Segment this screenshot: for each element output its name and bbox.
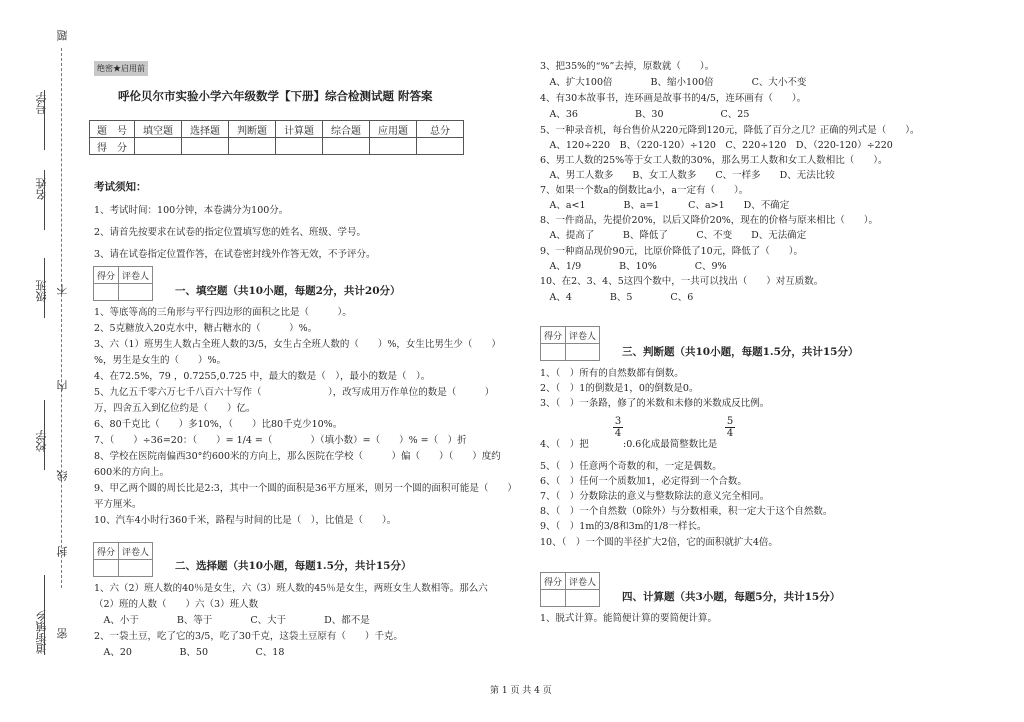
fill-question: 2、5克糖放入20克水中，糖占糖水的（ ）%。 <box>94 323 318 334</box>
stamp-score-cell[interactable] <box>541 344 566 361</box>
choice-options: A、a<1 B、a=1 C、a>1 D、不确定 <box>540 200 790 211</box>
fill-question: 10、汽车4小时行360千米，路程与时间的比是（ ），比值是（ ）。 <box>94 515 397 526</box>
binding-label-xian: 线 <box>56 470 69 481</box>
section-1-title: 一、填空题（共10小题，每题2分，共计20分） <box>175 285 401 297</box>
judge-question: 6、（ ）任何一个质数加1，必定得到一个合数。 <box>540 476 747 487</box>
binding-label-bu: 不 <box>56 284 69 295</box>
score-table <box>89 120 464 155</box>
binding-label-xingming: 名姓 <box>35 178 48 200</box>
notice-item: 3、请在试卷指定位置作答，在试卷密封线外作答无效，不予评分。 <box>94 249 376 260</box>
score-table-header-row <box>90 121 464 138</box>
choice-options: A、男工人数多 B、女工人数多 C、一样多 D、无法比较 <box>540 170 835 181</box>
section-2-title: 二、选择题（共10小题，每题1.5分，共计15分） <box>175 560 412 572</box>
stamp-score-label: 得分 <box>94 543 119 560</box>
stamp-score-cell[interactable] <box>541 590 566 607</box>
xuehao-underline <box>44 90 45 150</box>
fraction-numerator: 5 <box>726 416 734 427</box>
stamp-score-label: 得分 <box>541 573 566 590</box>
binding-label-nei: 内 <box>56 380 69 391</box>
choice-question: 10、在2、3、4、5这四个数中，一共可以找出（ ）对互质数。 <box>540 276 824 287</box>
score-header-cell: 计算题 <box>276 121 323 138</box>
judge-question: 5、（ ）任意两个奇数的和，一定是偶数。 <box>540 461 722 472</box>
stamp-reviewer-cell[interactable] <box>566 344 600 361</box>
fill-question: 600米的方向上。 <box>94 467 170 478</box>
stamp-reviewer-label: 评卷人 <box>566 573 600 590</box>
score-cell[interactable] <box>417 138 464 155</box>
score-table-score-row <box>90 138 464 155</box>
notice-heading: 考试须知： <box>94 181 147 193</box>
binding-dash <box>61 48 62 588</box>
fill-question: 3、六（1）班男生人数占全班人数的3/5，女生占全班人数的（ ）%，女生比男生少（ ） <box>94 339 501 350</box>
stamp-score-label: 得分 <box>541 327 566 344</box>
choice-question: （2）班的人数（ ）六（3）班人数 <box>94 599 259 610</box>
fraction-5-4 <box>725 416 735 439</box>
score-header-cell: 判断题 <box>229 121 276 138</box>
fill-question: 6、80千克比（ ）多10%，（ ）比80千克少10%。 <box>94 419 343 430</box>
score-cell[interactable] <box>229 138 276 155</box>
choice-question: 6、男工人数的25%等于女工人数的30%，那么男工人数和女工人数相比（ ）。 <box>540 155 888 166</box>
choice-question: 3、把35%的“%”去掉，原数就（ ）。 <box>540 61 715 72</box>
choice-options: A、提高了 B、降低了 C、不变 D、无法确定 <box>540 230 807 241</box>
choice-question: 1、六（2）班人数的40％是女生，六（3）班人数的45％是女生，两班女生人数相等。那么六 <box>94 583 488 594</box>
fill-question: 7、（ ）÷36=20：（ ）= 1/4 =（ ）（填小数）=（ ）% =（ ）折 <box>94 435 467 446</box>
banji-underline <box>44 258 45 318</box>
fill-question: 万，四舍五入到亿位约是（ ）亿。 <box>94 403 256 414</box>
score-header-cell: 选择题 <box>182 121 229 138</box>
grader-stamp <box>93 542 153 577</box>
binding-label-xiangzhen: 道街镇乡 <box>35 610 48 654</box>
secret-tag: 绝密★启用前 <box>94 61 148 76</box>
calc-question: 1、脱式计算。能简便计算的要简便计算。 <box>540 613 718 624</box>
grader-stamp <box>540 572 600 607</box>
fraction-numerator: 3 <box>614 416 622 427</box>
fill-question: 平方厘米。 <box>94 499 142 510</box>
binding-label-mi: 密 <box>56 628 69 639</box>
page-number: 第 1 页 共 4 页 <box>490 686 552 696</box>
choice-question: 4、有30本故事书，连环画是故事书的4/5，连环画有（ ）。 <box>540 93 807 104</box>
stamp-reviewer-label: 评卷人 <box>566 327 600 344</box>
judge-question: 7、（ ）分数除法的意义与整数除法的意义完全相同。 <box>540 491 770 502</box>
choice-question: 8、一件商品，先提价20%，以后又降价20%，现在的价格与原来相比（ ）。 <box>540 215 879 226</box>
stamp-reviewer-cell[interactable] <box>119 560 153 577</box>
score-cell[interactable] <box>135 138 182 155</box>
xiangzhen-underline <box>44 575 45 655</box>
xuexiao-underline <box>44 400 45 470</box>
fill-question: 1、等底等高的三角形与平行四边形的面积之比是（ ）。 <box>94 307 352 318</box>
score-header-cell: 综合题 <box>323 121 370 138</box>
judge-question: 4、（ ）把 <box>540 439 589 450</box>
stamp-score-cell[interactable] <box>94 560 119 577</box>
notice-item: 2、请首先按要求在试卷的指定位置填写您的姓名、班级、学号。 <box>94 227 367 238</box>
score-cell[interactable] <box>323 138 370 155</box>
score-cell[interactable] <box>182 138 229 155</box>
choice-options: A、1/9 B、10% C、9% <box>540 261 727 272</box>
stamp-score-cell[interactable] <box>94 284 119 301</box>
fraction-denominator: 4 <box>726 428 734 439</box>
stamp-reviewer-cell[interactable] <box>119 284 153 301</box>
score-header-cell: 题 号 <box>90 121 135 138</box>
judge-question: 10、（ ）一个圆的半径扩大2倍，它的面积就扩大4倍。 <box>540 537 778 548</box>
stamp-reviewer-cell[interactable] <box>566 590 600 607</box>
fill-question: 9、甲乙两个圆的周长比是2:3，其中一个圆的面积是36平方厘米，则另一个圆的面积可能是（ ） <box>94 483 517 494</box>
binding-label-ti: 题 <box>56 30 69 41</box>
judge-question-cont: :0.6化成最简整数比是 <box>623 439 718 450</box>
choice-options: A、36 B、30 C、25 <box>540 109 750 120</box>
fill-question: 8、学校在医院南偏西30°约600米的方向上，那么医院在学校（ ）偏（ ）（ ）度约 <box>94 451 501 462</box>
score-header-cell: 填空题 <box>135 121 182 138</box>
judge-question: 2、（ ）1的倒数是1，0的倒数是0。 <box>540 383 699 394</box>
fill-question: 5、九亿五千零六万七千八百六十写作（ ），改写成用万作单位的数是（ ） <box>94 387 495 398</box>
notice-item: 1、考试时间：100分钟，本卷满分为100分。 <box>94 205 289 216</box>
binding-label-xuehao: 号学 <box>35 92 48 114</box>
score-cell[interactable] <box>276 138 323 155</box>
choice-options: A、小于 B、等于 C、大于 D、都不是 <box>94 615 370 626</box>
fill-question: %，男生是女生的（ ）%。 <box>94 355 227 366</box>
score-row-label: 得 分 <box>90 138 135 155</box>
choice-options: A、20 B、50 C、18 <box>94 647 285 658</box>
judge-question: 3、（ ）一条路，修了的米数和未修的米数成反比例。 <box>540 398 770 409</box>
judge-question: 1、（ ）所有的自然数都有倒数。 <box>540 368 684 379</box>
judge-question: 9、（ ）1m的3/8和3m的1/8一样长。 <box>540 521 707 532</box>
stamp-reviewer-label: 评卷人 <box>119 267 153 284</box>
score-header-cell: 总分 <box>417 121 464 138</box>
binding-label-feng: 封 <box>56 546 69 557</box>
fill-question: 4、在72.5%，79 ，0.7255,0.725 中，最大的数是（ ），最小的数是（ ）。 <box>94 371 431 382</box>
choice-options: A、120÷220 B、（220-120）÷120 C、220÷120 D、（220-120）÷220 <box>540 140 893 151</box>
choice-question: 9、一种商品现价90元，比原价降低了10元，降低了（ ）。 <box>540 246 803 257</box>
judge-question: 8、（ ）一个自然数（0除外）与分数相乘，积一定大于这个自然数。 <box>540 506 833 517</box>
binding-label-banji: 级班 <box>35 280 48 302</box>
stamp-score-label: 得分 <box>94 267 119 284</box>
choice-options: A、扩大100倍 B、缩小100倍 C、大小不变 <box>540 77 807 88</box>
choice-options: A、4 B、5 C、6 <box>540 292 694 303</box>
xingming-underline <box>44 170 45 230</box>
choice-question: 2、一袋土豆，吃了它的3/5，吃了30千克，这袋土豆原有（ ）千克。 <box>94 631 403 642</box>
choice-question: 7、如果一个数a的倒数比a小，a一定有（ ）。 <box>540 185 749 196</box>
choice-question: 5、一种录音机，每台售价从220元降到120元，降低了百分之几？正确的列式是（ ）。 <box>540 125 920 136</box>
stamp-reviewer-label: 评卷人 <box>119 543 153 560</box>
fraction-denominator: 4 <box>614 428 622 439</box>
section-3-title: 三、判断题（共10小题，每题1.5分，共计15分） <box>622 346 859 358</box>
page-title: 呼伦贝尔市实验小学六年级数学【下册】综合检测试题 附答案 <box>118 89 433 103</box>
fraction-3-4 <box>613 416 623 439</box>
grader-stamp <box>540 326 600 361</box>
binding-label-xuexiao: 校学 <box>35 430 48 452</box>
score-cell[interactable] <box>370 138 417 155</box>
section-4-title: 四、计算题（共3小题，每题5分，共计15分） <box>622 591 841 603</box>
grader-stamp <box>93 266 153 301</box>
score-header-cell: 应用题 <box>370 121 417 138</box>
